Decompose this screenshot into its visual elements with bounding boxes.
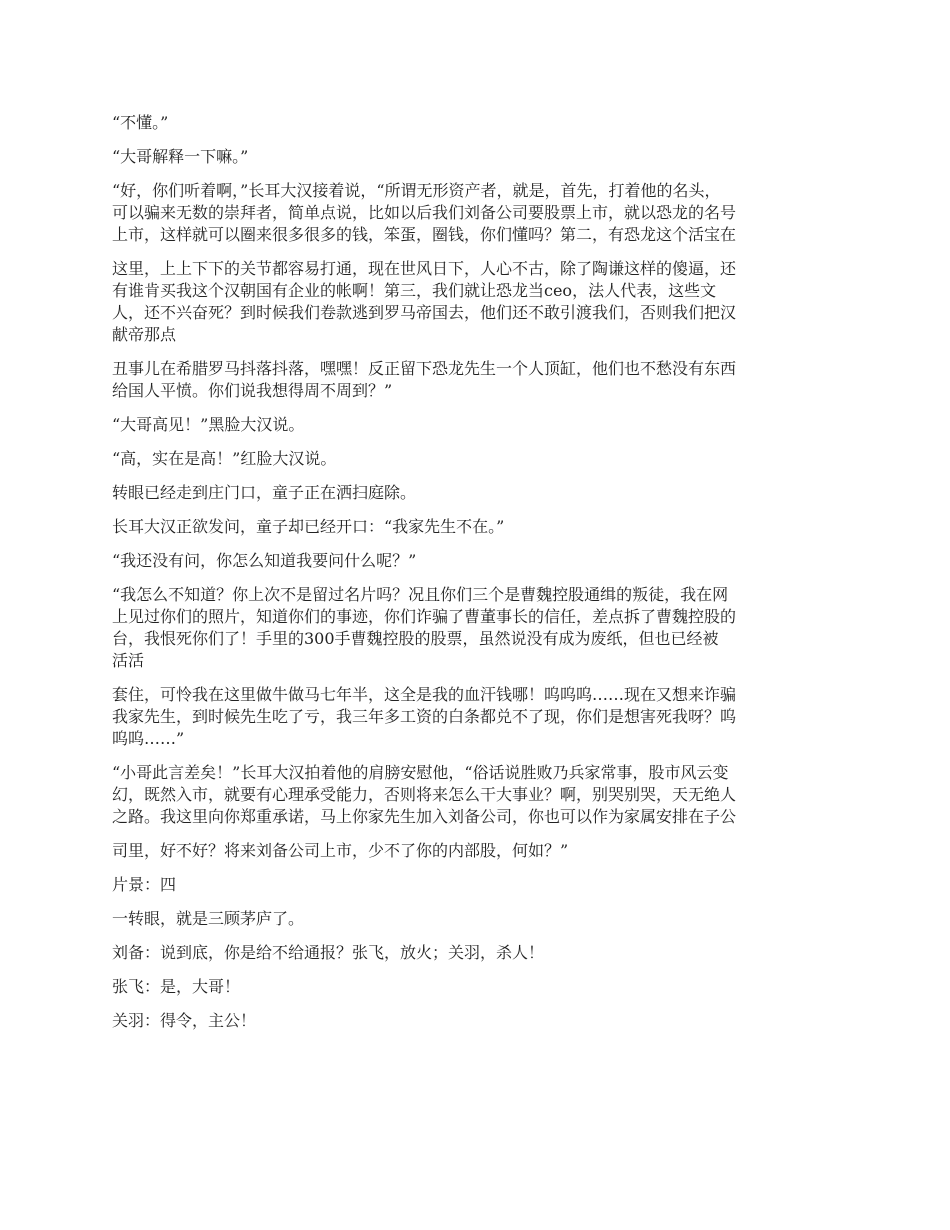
paragraph: “不懂。” — [112, 113, 169, 132]
paragraph: 套住，可怜我在这里做牛做马七年半，这全是我的血汗钱哪！呜呜呜……现在又想来诈骗 我家先生，到时候先生吃了亏，我三年多工资的白条都兑不了现，你们是想害死我呀？呜 呜呜……” — [112, 685, 737, 748]
paragraph: “我怎么不知道？你上次不是留过名片吗？况且你们三个是曹魏控股通缉的叛徒，我在网 上见过你们的照片，知道你们的事迹，你们诈骗了曹董事长的信任，差点拆了曹魏控股的 台，我恨死你们了！手里的300手曹魏控股的股票，虽然说没有成为废纸，但也已经被 活活 — [112, 585, 737, 670]
paragraph: “大哥解释一下嘛。” — [112, 147, 249, 166]
paragraph: 转眼已经走到庄门口，童子正在洒扫庭除。 — [112, 483, 417, 502]
scene-heading: 片景：四 — [112, 875, 177, 894]
paragraph: “大哥高见！”黑脸大汉说。 — [112, 415, 305, 434]
dialogue-line: 关羽：得令，主公！ — [112, 1011, 257, 1030]
paragraph: 一转眼，就是三顾茅庐了。 — [112, 909, 305, 928]
paragraph: 长耳大汉正欲发问，童子却已经开口：“我家先生不在。” — [112, 517, 505, 536]
paragraph: 丑事儿在希腊罗马抖落抖落，嘿嘿！反正留下恐龙先生一个人顶缸，他们也不愁没有东西 给国人平愤。你们说我想得周不周到？” — [112, 359, 737, 400]
paragraph: “好，你们听着啊，”长耳大汉接着说，“所谓无形资产者，就是，首先，打着他的名头， 可以骗来无数的崇拜者，简单点说，比如以后我们刘备公司要股票上市，就以恐龙的名号 上市，这样就可以圈来很多很多的钱，笨蛋，圈钱，你们懂吗？第二，有恐龙这个活宝在 — [112, 181, 737, 244]
paragraph: “我还没有问，你怎么知道我要问什么呢？” — [112, 551, 417, 570]
paragraph: “小哥此言差矣！”长耳大汉拍着他的肩膀安慰他，“俗话说胜败乃兵家常事，股市风云变 幻，既然入市，就要有心理承受能力，否则将来怎么干大事业？啊，别哭别哭，天无绝人 之路。我这里向你郑重承诺，马上你家先生加入刘备公司，你也可以作为家属安排在子公 — [112, 763, 737, 826]
paragraph: “高，实在是高！”红脸大汉说。 — [112, 449, 337, 468]
paragraph: 这里，上上下下的关节都容易打通，现在世风日下，人心不古，除了陶谦这样的傻逼，还 有谁肯买我这个汉朝国有企业的帐啊！第三，我们就让恐龙当ceo，法人代表，这些文 人，还不兴奋死？到时候我们卷款逃到罗马帝国去，他们还不敢引渡我们，否则我们把汉 献帝那点 — [112, 259, 737, 344]
dialogue-line: 张飞：是，大哥！ — [112, 977, 241, 996]
dialogue-line: 刘备：说到底，你是给不给通报？张飞，放火；关羽，杀人！ — [112, 943, 545, 962]
paragraph: 司里，好不好？将来刘备公司上市，少不了你的内部股，何如？” — [112, 841, 569, 860]
